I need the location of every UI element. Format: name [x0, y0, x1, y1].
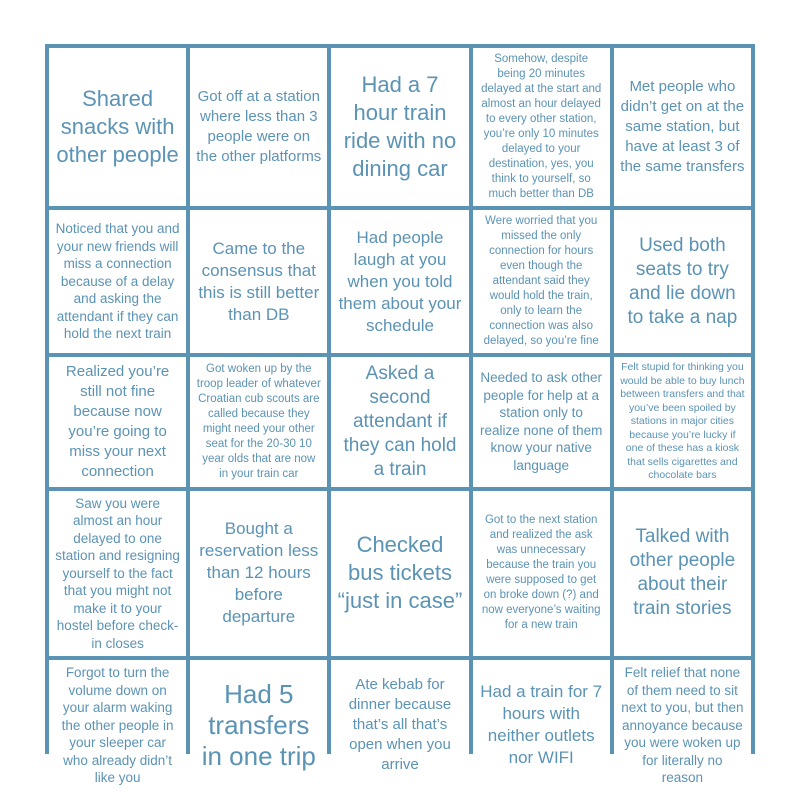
square-text: Forgot to turn the volume down on your alarm waking the other people in your sleeper car who already didn’t like you	[61, 665, 174, 785]
bingo-square[interactable]	[473, 210, 610, 353]
square-text: Had 5 transfers in one trip	[201, 678, 316, 771]
square-text: Needed to ask other people for help at a station only to realize none of them know your native language	[480, 370, 603, 473]
square-text: Noticed that you and your new friends will miss a connection because of a delay and asking the attendant if they can hold the next train	[55, 221, 180, 342]
bingo-square[interactable]	[331, 210, 468, 353]
square-text: Shared snacks with other people	[56, 86, 179, 167]
bingo-square[interactable]	[49, 210, 186, 353]
bingo-square[interactable]	[331, 48, 468, 206]
square-text: Came to the consensus that this is still better than DB	[198, 238, 320, 324]
bingo-square[interactable]	[49, 660, 186, 791]
square-text: Saw you were almost an hour delayed to one station and resigning yourself to the fact that you might not make it to your hostel before check-in closes	[55, 495, 180, 651]
square-text: Had a 7 hour train ride with no dining car	[343, 72, 457, 181]
square-text: Checked bus tickets “just in case”	[337, 532, 463, 614]
bingo-square[interactable]	[331, 357, 468, 487]
square-text: Were worried that you missed the only connection for hours even though the attendant said they would hold the train, only to learn the connection was also delayed, so you’re fine	[483, 215, 599, 347]
bingo-square[interactable]	[49, 491, 186, 657]
bingo-square[interactable]	[473, 357, 610, 487]
bingo-square[interactable]	[614, 210, 751, 353]
bingo-square[interactable]	[473, 491, 610, 657]
square-text: Ate kebab for dinner because that’s all that’s open when you arrive	[348, 676, 452, 774]
bingo-square[interactable]	[614, 357, 751, 487]
square-text: Had people laugh at you when you told them about your schedule	[338, 227, 462, 335]
square-text: Felt relief that none of them need to sit next to you, but then annoyance because you were woken up for literally no reason	[621, 665, 744, 785]
square-text: Met people who didn’t get on at the same station, but have at least 3 of the same transfers	[620, 78, 745, 175]
bingo-square[interactable]	[331, 491, 468, 657]
square-text: Realized you’re still not fine because now you’re going to miss your next connection	[65, 362, 170, 480]
square-text: Got woken up by the troop leader of whatever Croatian cub scouts are called because they might need your other seat for the 20-30 10 year olds that are now in your train car	[196, 362, 321, 480]
square-text: Somehow, despite being 20 minutes delayed at the start and almost an hour delayed to every other station, you’re only 10 minutes delayed to your destination, yes, you think to yourself, so much better than DB	[481, 53, 602, 200]
bingo-square[interactable]	[190, 491, 327, 657]
square-text: Used both seats to try and lie down to take a nap	[627, 234, 738, 328]
bingo-square[interactable]	[331, 660, 468, 791]
bingo-square[interactable]	[473, 660, 610, 791]
bingo-square[interactable]	[190, 357, 327, 487]
square-text: Felt stupid for thinking you would be able to buy lunch between transfers and that you’ve been spoiled by stations in major cities because you’re lucky if one of these has a kiosk that sells cigarettes and chocolate bars	[620, 361, 745, 481]
square-text: Got to the next station and realized the ask was unnecessary because the train you were supposed to get on broke down (?) and now everyone’s waiting for a new train	[481, 514, 601, 632]
square-text: Bought a reservation less than 12 hours before departure	[199, 519, 319, 627]
square-text: Asked a second attendant if they can hold a train	[343, 362, 457, 480]
square-text: Got off at a station where less than 3 people were on the other platforms	[196, 88, 322, 165]
bingo-board	[45, 44, 755, 785]
bingo-square[interactable]	[614, 660, 751, 791]
square-text: Had a train for 7 hours with neither outlets nor WIFI	[480, 682, 603, 768]
bingo-square[interactable]	[614, 491, 751, 657]
bingo-square[interactable]	[190, 660, 327, 791]
square-text: Talked with other people about their train stories	[629, 526, 736, 620]
bingo-square[interactable]	[49, 357, 186, 487]
bingo-square[interactable]	[614, 48, 751, 206]
bingo-square[interactable]	[190, 210, 327, 353]
bingo-square[interactable]	[49, 48, 186, 206]
bingo-square[interactable]	[190, 48, 327, 206]
bingo-square[interactable]	[473, 48, 610, 206]
